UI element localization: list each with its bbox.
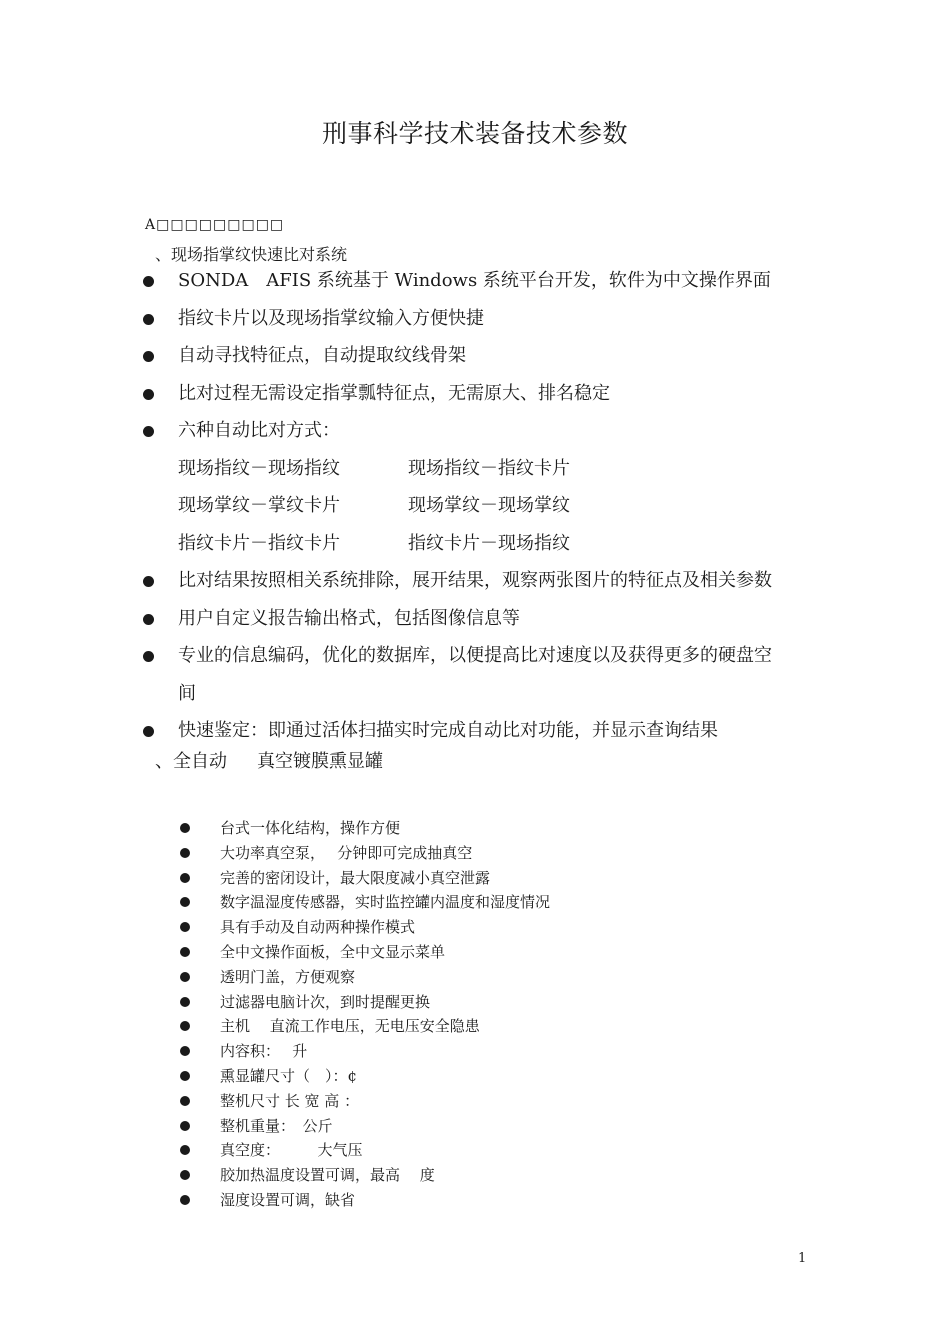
list-item [178, 1064, 698, 1089]
bullet-icon [180, 897, 190, 907]
bullet-icon [143, 726, 154, 737]
list-item-text: 内容积： 升 [220, 1042, 308, 1061]
list-item [143, 341, 843, 379]
list-item-text: 具有手动及自动两种操作模式 [220, 918, 416, 937]
comparison-mode: 现场指纹－现场指纹 [178, 457, 340, 479]
list-item-text: 透明门盖，方便观察 [220, 967, 356, 986]
list-item [178, 1114, 698, 1139]
section2-list [178, 816, 698, 1213]
bullet-icon [143, 426, 154, 437]
bullet-icon [180, 947, 190, 957]
list-item-text: 比对过程无需设定指掌瓢特征点，无需原大、排名稳定 [178, 382, 610, 404]
bullet-icon [180, 922, 190, 932]
list-item-text: 主机 直流工作电压，无电压安全隐患 [220, 1017, 480, 1036]
section2-heading [155, 747, 383, 773]
list-item-text: 过滤器电脑计次，到时提醒更换 [220, 992, 431, 1011]
comparison-mode: 指纹卡片－现场指纹 [408, 532, 570, 554]
bullet-icon [180, 1121, 190, 1131]
bullet-icon [180, 1195, 190, 1205]
bullet-icon [143, 651, 154, 662]
list-item-text: 六种自动比对方式： [178, 420, 340, 441]
list-item-text: 间 [178, 682, 196, 704]
list-item-continuation [143, 679, 843, 717]
list-item [178, 1089, 698, 1114]
list-item-text: 数字温湿度传感器，实时监控罐内温度和湿度情况 [220, 893, 551, 912]
bullet-icon [180, 1096, 190, 1106]
bullet-icon [180, 848, 190, 858]
section2-heading-part: 真空镀膜熏显罐 [257, 751, 383, 772]
list-item [143, 304, 843, 342]
comparison-mode: 现场掌纹－现场掌纹 [408, 495, 570, 516]
list-item-text: 指纹卡片以及现场指掌纹输入方便快捷 [178, 307, 484, 329]
list-item-text: 快速鉴定：即通过活体扫描实时完成自动比对功能，并显示查询结果 [178, 720, 718, 741]
list-item [178, 965, 698, 990]
section2-heading-part: 、全自动 [155, 751, 227, 772]
list-item [143, 566, 843, 604]
list-item [178, 990, 698, 1015]
list-item-text: 熏显罐尺寸（ ）：¢ [220, 1066, 358, 1085]
list-item-text: 完善的密闭设计，最大限度减小真空泄露 [220, 868, 491, 887]
bullet-icon [143, 351, 154, 362]
list-item-text: 用户自定义报告输出格式，包括图像信息等 [178, 607, 520, 629]
list-item [178, 1138, 698, 1163]
bullet-icon [180, 873, 190, 883]
list-item [178, 1188, 698, 1213]
list-item [178, 890, 698, 915]
list-item [143, 379, 843, 417]
bullet-icon [143, 389, 154, 400]
list-item-text: 大功率真空泵， 分钟即可完成抽真空 [220, 843, 473, 862]
bullet-icon [180, 1071, 190, 1081]
section1-heading: 、现场指掌纹快速比对系统 [155, 245, 348, 264]
list-item-text: 真空度： 大气压 [220, 1141, 363, 1160]
comparison-mode: 现场掌纹－掌纹卡片 [178, 495, 340, 516]
list-item [178, 940, 698, 965]
list-item-text: 整机重量： 公斤 [220, 1116, 333, 1135]
list-item [178, 1039, 698, 1064]
list-item [143, 416, 843, 454]
section1-list [143, 266, 843, 754]
list-item [178, 816, 698, 841]
bullet-icon [143, 576, 154, 587]
list-item-text: SONDA AFIS 系统基于 Windows 系统平台开发，软件为中文操作界面 [178, 270, 771, 291]
comparison-mode-row [143, 491, 843, 529]
list-item-text: 全中文操作面板，全中文显示菜单 [220, 942, 446, 961]
bullet-icon [180, 1046, 190, 1056]
list-item-text: 专业的信息编码，优化的数据库，以便提高比对速度以及获得更多的硬盘空 [178, 645, 772, 666]
bullet-icon [143, 276, 154, 287]
bullet-icon [180, 997, 190, 1007]
list-item-text: 湿度设置可调，缺省 [220, 1190, 356, 1209]
list-item [178, 841, 698, 866]
comparison-mode: 指纹卡片－指纹卡片 [178, 532, 340, 554]
list-item [143, 604, 843, 642]
document-title: 刑事科学技术装备技术参数 [321, 119, 628, 148]
comparison-mode-row [143, 454, 843, 492]
list-item [178, 866, 698, 891]
comparison-mode: 现场指纹－指纹卡片 [408, 457, 570, 479]
list-item [178, 1014, 698, 1039]
bullet-icon [180, 1145, 190, 1155]
list-item-text: 整机尺寸 长 宽 高 ： [220, 1091, 360, 1110]
bullet-icon [180, 972, 190, 982]
bullet-icon [180, 1170, 190, 1180]
bullet-icon [180, 823, 190, 833]
list-item-text: 台式一体化结构，操作方便 [220, 819, 401, 837]
list-item [143, 266, 843, 304]
bullet-icon [143, 314, 154, 325]
list-item-text: 胶加热温度设置可调，最高 度 [220, 1166, 435, 1185]
page-number: 1 [798, 1251, 807, 1266]
bullet-icon [180, 1021, 190, 1031]
comparison-mode-row [143, 529, 843, 567]
list-item [178, 915, 698, 940]
list-item-text: 自动寻找特征点，自动提取纹线骨架 [178, 345, 466, 366]
section-a-heading: A□□□□□□□□□ [145, 217, 285, 233]
list-item [178, 1163, 698, 1188]
list-item-text: 比对结果按照相关系统排除，展开结果，观察两张图片的特征点及相关参数 [178, 570, 772, 591]
list-item [143, 641, 843, 679]
bullet-icon [143, 614, 154, 625]
